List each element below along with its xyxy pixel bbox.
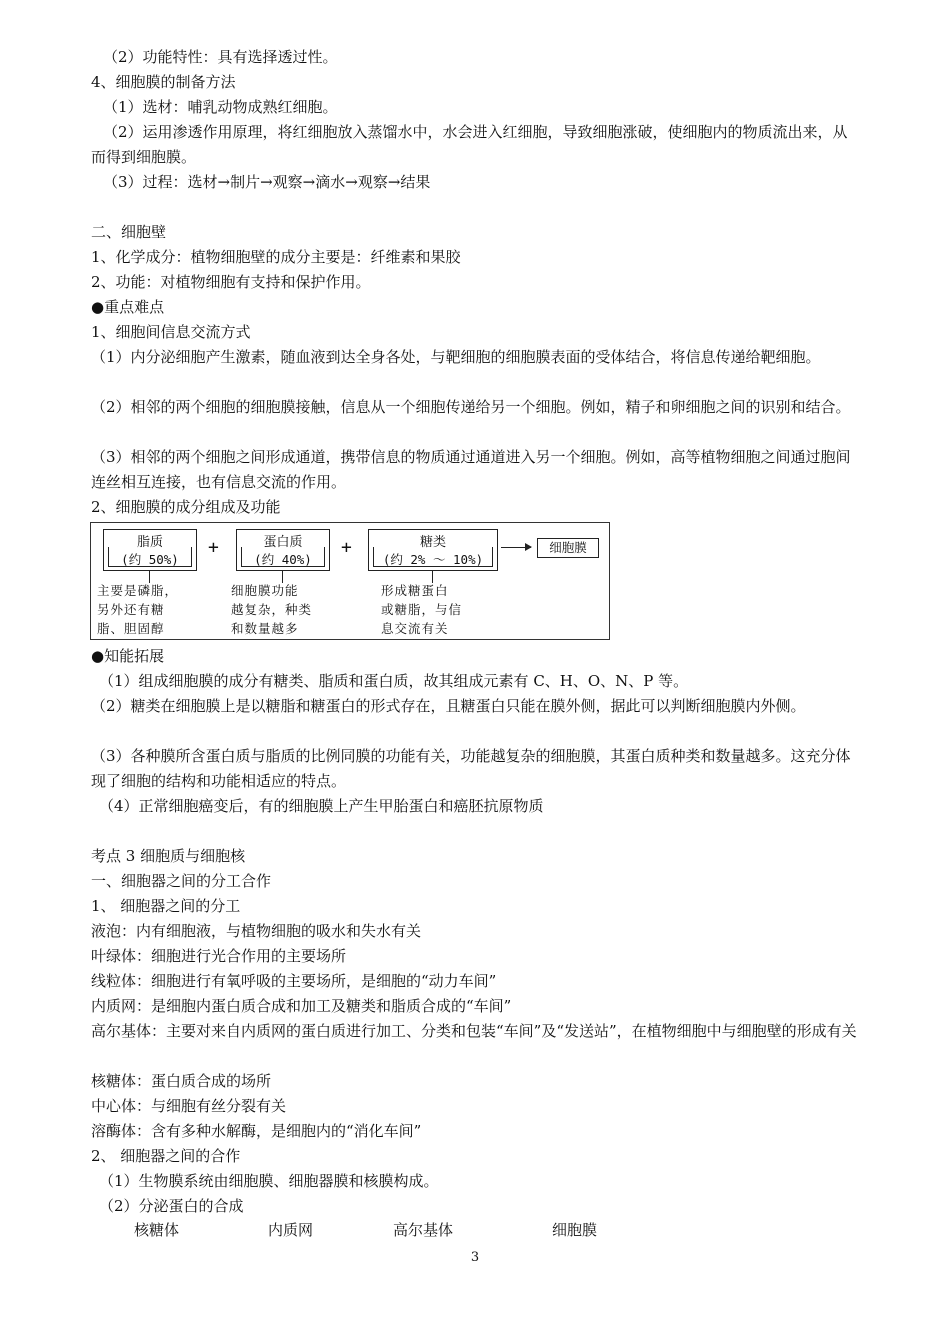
- text-line: （1）生物膜系统由细胞膜、细胞器膜和核膜构成。: [99, 1172, 439, 1190]
- section-heading: 一、细胞器之间的分工合作: [91, 872, 272, 890]
- lipid-ratio: (约 50%): [121, 552, 179, 567]
- protein-title: 蛋白质: [263, 535, 303, 550]
- text-line: 1、 细胞器之间的分工: [91, 897, 241, 915]
- lipid-box: [103, 529, 197, 571]
- text-line: 溶酶体：含有多种水解酶，是细胞内的“消化车间”: [91, 1122, 422, 1140]
- protein-ratio: (约 40%): [254, 552, 312, 567]
- flow-step-er: 内质网: [268, 1221, 314, 1239]
- membrane-composition-diagram: [90, 522, 610, 640]
- lipid-note: 主要是磷脂， 另外还有糖 脂、胆固醇: [97, 583, 179, 636]
- section-heading: 二、细胞壁: [91, 223, 167, 241]
- protein-box: [236, 529, 330, 571]
- plus-sign: +: [341, 537, 352, 558]
- text-line: 1、化学成分：植物细胞壁的成分主要是：纤维素和果胶: [91, 248, 461, 266]
- protein-note: 细胞膜功能 越复杂，种类 和数量越多: [231, 583, 313, 636]
- plus-sign: +: [208, 537, 219, 558]
- text-paragraph: （2）相邻的两个细胞的细胞膜接触，信息从一个细胞传递给另一个细胞。例如，精子和卵细胞之间的识别和结合。: [91, 398, 851, 416]
- text-line: （1）选材：哺乳动物成熟红细胞。: [103, 98, 338, 116]
- section-heading: 考点 3 细胞质与细胞核: [91, 847, 246, 865]
- text-line: 液泡：内有细胞液，与植物细胞的吸水和失水有关: [91, 922, 422, 940]
- text-paragraph: （2）糖类在细胞膜上是以糖脂和糖蛋白的形式存在，且糖蛋白只能在膜外侧，据此可以判断细胞膜内外侧。: [91, 697, 806, 715]
- text-line: 1、细胞间信息交流方式: [91, 323, 251, 341]
- text-line: （2）分泌蛋白的合成: [99, 1197, 244, 1215]
- flow-step-ribosome: 核糖体: [134, 1221, 180, 1239]
- sugar-box: [368, 529, 498, 571]
- text-paragraph: （3）各种膜所含蛋白质与脂质的比例同膜的功能有关，功能越复杂的细胞膜，其蛋白质种类和数量越多。这充分体现了细胞的结构和功能相适应的特点。: [91, 747, 851, 790]
- section-heading: ●知能拓展: [91, 647, 165, 665]
- text-line: （3）过程：选材→制片→观察→滴水→观察→结果: [103, 173, 431, 191]
- text-line: （1）组成细胞膜的成分有糖类、脂质和蛋白质，故其组成元素有 C、H、O、N、P 等。: [99, 672, 689, 690]
- text-paragraph: （1）内分泌细胞产生激素，随血液到达全身各处，与靶细胞的细胞膜表面的受体结合，将信息传递给靶细胞。: [91, 348, 821, 366]
- text-line: 内质网：是细胞内蛋白质合成和加工及糖类和脂质合成的“车间”: [91, 997, 512, 1015]
- page-number: 3: [470, 1250, 480, 1265]
- sugar-note: 形成糖蛋白 或糖脂，与信 息交流有关: [381, 583, 463, 636]
- sugar-ratio: (约 2% ～ 10%): [382, 552, 484, 567]
- text-line: 2、功能：对植物细胞有支持和保护作用。: [91, 273, 371, 291]
- sugar-title: 糖类: [419, 535, 446, 550]
- text-line: 核糖体：蛋白质合成的场所: [91, 1072, 272, 1090]
- text-line: （2）功能特性：具有选择透过性。: [103, 48, 338, 66]
- result-box: 细胞膜: [537, 538, 599, 558]
- text-paragraph: （3）相邻的两个细胞之间形成通道，携带信息的物质通过通道进入另一个细胞。例如，高等植物细胞之间通过胞间连丝相互连接，也有信息交流的作用。: [91, 448, 851, 491]
- text-line: 2、细胞膜的成分组成及功能: [91, 498, 281, 516]
- text-line: 叶绿体：细胞进行光合作用的主要场所: [91, 947, 347, 965]
- arrow-right-icon: [501, 547, 531, 548]
- text-paragraph: 高尔基体：主要对来自内质网的蛋白质进行加工、分类和包装“车间”及“发送站”，在植物细胞中与细胞壁的形成有关: [91, 1022, 857, 1040]
- section-heading: ●重点难点: [91, 298, 165, 316]
- lipid-title: 脂质: [136, 535, 163, 550]
- text-line: 中心体：与细胞有丝分裂有关: [91, 1097, 287, 1115]
- flow-step-membrane: 细胞膜: [552, 1221, 598, 1239]
- text-paragraph: （2）运用渗透作用原理，将红细胞放入蒸馏水中，水会进入红细胞，导致细胞涨破，使细胞内的物质流出来，从而得到细胞膜。: [91, 123, 848, 166]
- text-line: 2、 细胞器之间的合作: [91, 1147, 241, 1165]
- text-line: 4、细胞膜的制备方法: [91, 73, 236, 91]
- text-line: （4）正常细胞癌变后，有的细胞膜上产生甲胎蛋白和癌胚抗原物质: [99, 797, 544, 815]
- text-line: 线粒体：细胞进行有氧呼吸的主要场所，是细胞的“动力车间”: [91, 972, 497, 990]
- flow-step-golgi: 高尔基体: [393, 1221, 454, 1239]
